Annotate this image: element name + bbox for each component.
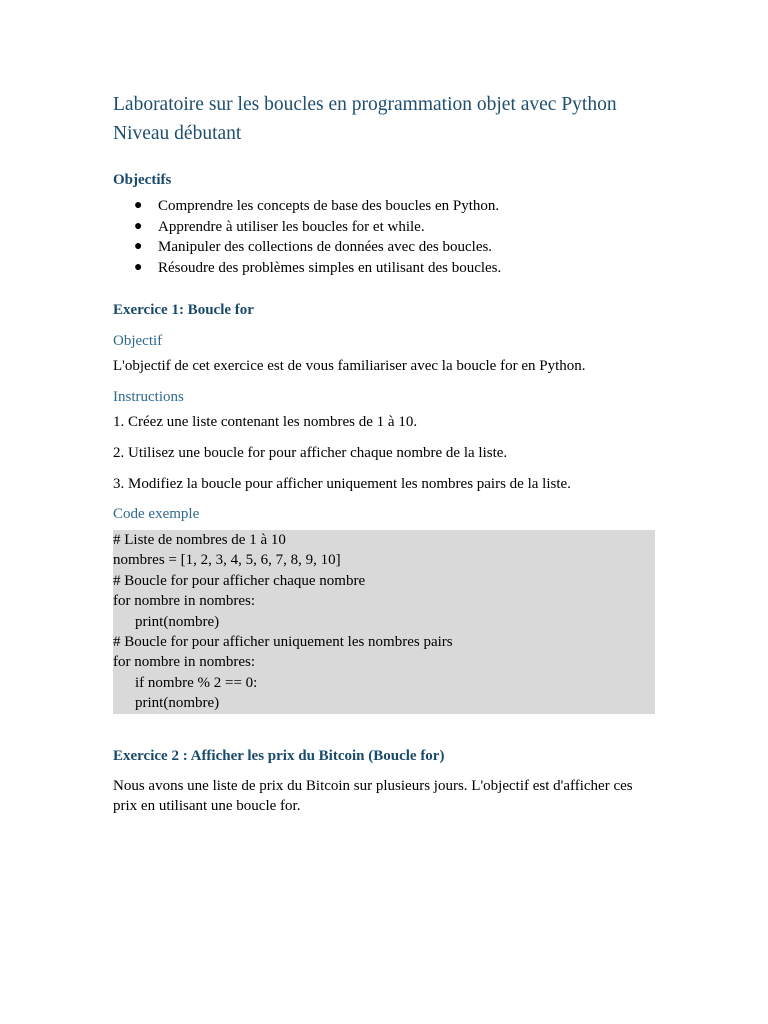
instruction-1: 1. Créez une liste contenant les nombres de 1 à 10. — [113, 413, 418, 430]
code-example-heading: Code exemple — [113, 506, 200, 522]
instruction-2: 2. Utilisez une boucle for pour afficher chaque nombre de la liste. — [113, 444, 508, 461]
title-line-1: Laboratoire sur les boucles en programmation objet avec Python — [113, 94, 617, 115]
code-line: print(nombre) — [135, 695, 220, 712]
list-item: ● Manipuler des collections de données avec des boucles. — [113, 237, 655, 258]
exercice2-text-line-2: prix en utilisant une boucle for. — [113, 798, 301, 815]
list-item: ● Résoudre des problèmes simples en utilisant des boucles. — [113, 258, 655, 279]
title-line-2: Niveau débutant — [113, 123, 242, 144]
instruction-3: 3. Modifiez la boucle pour afficher uniquement les nombres pairs de la liste. — [113, 475, 571, 492]
bullet-icon: ● — [134, 198, 143, 213]
exercice2-text — [113, 776, 655, 817]
code-line: nombres = [1, 2, 3, 4, 5, 6, 7, 8, 9, 10] — [113, 552, 341, 569]
bullet-icon: ● — [134, 259, 143, 275]
code-line: # Boucle for pour afficher uniquement les nombres pairs — [113, 633, 453, 650]
code-line: print(nombre) — [135, 613, 220, 630]
document-title — [113, 90, 655, 148]
code-line: for nombre in nombres: — [113, 654, 256, 671]
exercice1-objectif-heading: Objectif — [113, 333, 163, 349]
exercice2-text-line-1: Nous avons une liste de prix du Bitcoin sur plusieurs jours. L'objectif est d'afficher ces — [113, 777, 633, 794]
code-line: for nombre in nombres: — [113, 593, 256, 610]
code-line: # Boucle for pour afficher chaque nombre — [113, 572, 366, 589]
bullet-icon: ● — [134, 218, 143, 234]
list-item: ● Apprendre à utiliser les boucles for et while. — [113, 217, 655, 238]
document-content — [113, 90, 655, 817]
exercice1-heading: Exercice 1: Boucle for — [113, 302, 254, 318]
objectifs-heading: Objectifs — [113, 172, 172, 188]
code-line: if nombre % 2 == 0: — [135, 674, 258, 691]
objectives-list — [113, 196, 655, 278]
code-block — [113, 530, 655, 714]
exercice1-instructions-heading: Instructions — [113, 388, 184, 405]
bullet-icon: ● — [134, 239, 143, 254]
code-line: # Liste de nombres de 1 à 10 — [113, 532, 286, 548]
exercice2-heading: Exercice 2 : Afficher les prix du Bitcoin (Boucle for) — [113, 747, 445, 764]
list-item: ● Comprendre les concepts de base des boucles en Python. — [113, 196, 655, 217]
exercice1-objectif-text: L'objectif de cet exercice est de vous familiariser avec la boucle for en Python. — [113, 358, 586, 374]
